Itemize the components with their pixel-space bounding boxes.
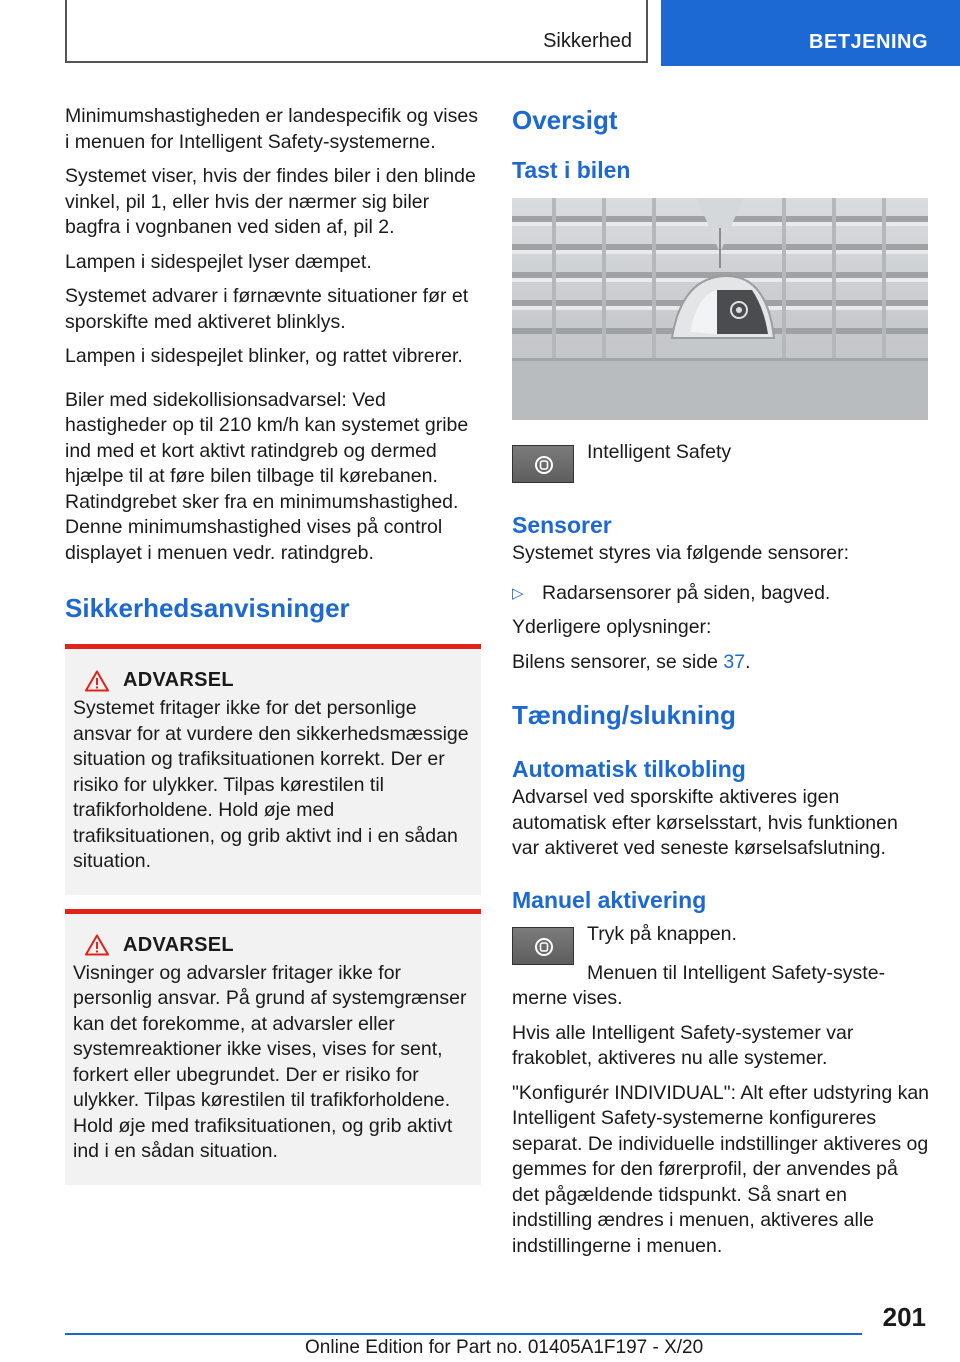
- warning-triangle-icon: [85, 670, 109, 692]
- heading-button-in-car: Tast i bilen: [512, 157, 631, 183]
- sensor-reference: Bilens sensorer, se side 37.: [512, 650, 751, 673]
- list-item-text: Radarsensorer på siden, bagved.: [542, 581, 831, 604]
- warning-text: Systemet fritager ikke for det personlige ansvar for at vurdere den sikkerhedsmæssige situation og trafiksituationen korrekt. Der er risiko for ulykker. Tilpas kørestilen til trafikforholdene. Hold øje med trafiksituationen, og grib aktivt ind i en sådan situation.: [73, 697, 469, 872]
- list-item: [512, 581, 930, 607]
- page-link-37[interactable]: 37: [723, 650, 746, 673]
- header-section-title: Sikkerhed: [543, 30, 632, 52]
- intelligent-safety-icon: [533, 454, 555, 476]
- heading-overview: Oversigt: [512, 105, 618, 135]
- paragraph: Systemet viser, hvis der findes biler i den blinde vinkel, pil 1, eller hvis der nærmer sig biler bagfra i vognbanen ved siden af, pil 2.: [65, 165, 476, 238]
- manual-step: Tryk på knappen.: [587, 922, 737, 945]
- header-chapter-tab: [661, 0, 960, 66]
- paragraph: Lampen i sidespejlet blinker, og rattet vibrerer.: [65, 345, 463, 367]
- paragraph: Advarsel ved sporskifte aktiveres igen automatisk efter kørselsstart, hvis funktionen var aktiveret ved seneste kørselsafslutning.: [512, 786, 898, 859]
- paragraph: Systemet styres via følgende sensorer:: [512, 542, 850, 564]
- page-number: 201: [882, 1302, 926, 1332]
- header-section-box: [65, 0, 648, 63]
- warning-box-1: [65, 644, 481, 895]
- right-column: [512, 104, 930, 1268]
- button-photo: [512, 198, 928, 420]
- warning-text: Visninger og advarsler fritager ikke for personlig ansvar. På grund af systemgrænser kan det forekomme, at advarsler eller systemreaktioner ikke vises, vises for sent, forkert eller ubegrundet. Der er risiko for ulykker. Tilpas kørestilen til trafikforholdene. Hold øje med trafiksituationen, og grib aktivt ind i en sådan situation.: [73, 961, 467, 1162]
- warning-box-2: [65, 909, 481, 1185]
- intelligent-safety-button: [512, 927, 574, 965]
- header-chapter-title: BETJENING: [809, 31, 928, 53]
- intelligent-safety-icon: [533, 936, 555, 958]
- heading-sensors: Sensorer: [512, 512, 612, 538]
- footer-rule: [65, 1333, 862, 1335]
- paragraph: Biler med sidekollisionsadvarsel: Ved hastigheder op til 210 km/h kan systemet gribe ind med et kort aktivt ratindgreb og dermed hjælpe til at føre bilen tilbage til kørebanen. Ratindgrebet sker fra en minimumshastighed. Denne minimumshastighed vises på control displayet i menuen vedr. ratindgreb.: [65, 388, 469, 564]
- heading-automatic: Automatisk tilkobling: [512, 756, 746, 782]
- warning-title: ADVARSEL: [123, 669, 234, 691]
- left-column: [65, 104, 481, 1199]
- paragraph: Minimumshastigheden er landespecifik og vises i menuen for Intelligent Safety-systemerne.: [65, 105, 478, 153]
- warning-triangle-icon: [85, 934, 109, 956]
- triangle-bullet-icon: ▷: [512, 584, 524, 602]
- intelligent-safety-button: [512, 445, 574, 483]
- manual-step-row: [512, 924, 930, 965]
- paragraph: Hvis alle Intelligent Safety-systemer var frakoblet, aktiveres nu alle systemer.: [512, 1021, 854, 1069]
- footer-edition: Online Edition for Part no. 01405A1F197 - X/20: [305, 1337, 704, 1358]
- paragraph: Lampen i sidespejlet lyser dæmpet.: [65, 250, 372, 273]
- manual-result: Menuen til Intelligent Safety-systemerne vises.: [512, 961, 886, 1009]
- paragraph: "Konfigurér INDIVIDUAL": Alt efter udstyring kan Intelligent Safety-systemerne konfigureres separat. De individuelle indstillinger aktiveres og gemmes for den førerprofil, der anvendes på det pågældende tidspunkt. Så snart en indstilling ændres i menuen, aktiveres alle indstillingerne i menuen.: [512, 1081, 930, 1257]
- button-caption: Intelligent Safety: [587, 441, 732, 463]
- warning-title: ADVARSEL: [123, 933, 234, 956]
- button-caption-row: [512, 442, 930, 483]
- paragraph: Yderligere oplysninger:: [512, 616, 712, 638]
- paragraph: Systemet advarer i førnævnte situationer før et sporskifte med aktiveret blinklys.: [65, 285, 469, 333]
- heading-manual: Manuel aktivering: [512, 886, 707, 913]
- heading-safety-notes: Sikkerhedsanvisninger: [65, 593, 350, 623]
- heading-on-off: Tænding/slukning: [512, 700, 736, 730]
